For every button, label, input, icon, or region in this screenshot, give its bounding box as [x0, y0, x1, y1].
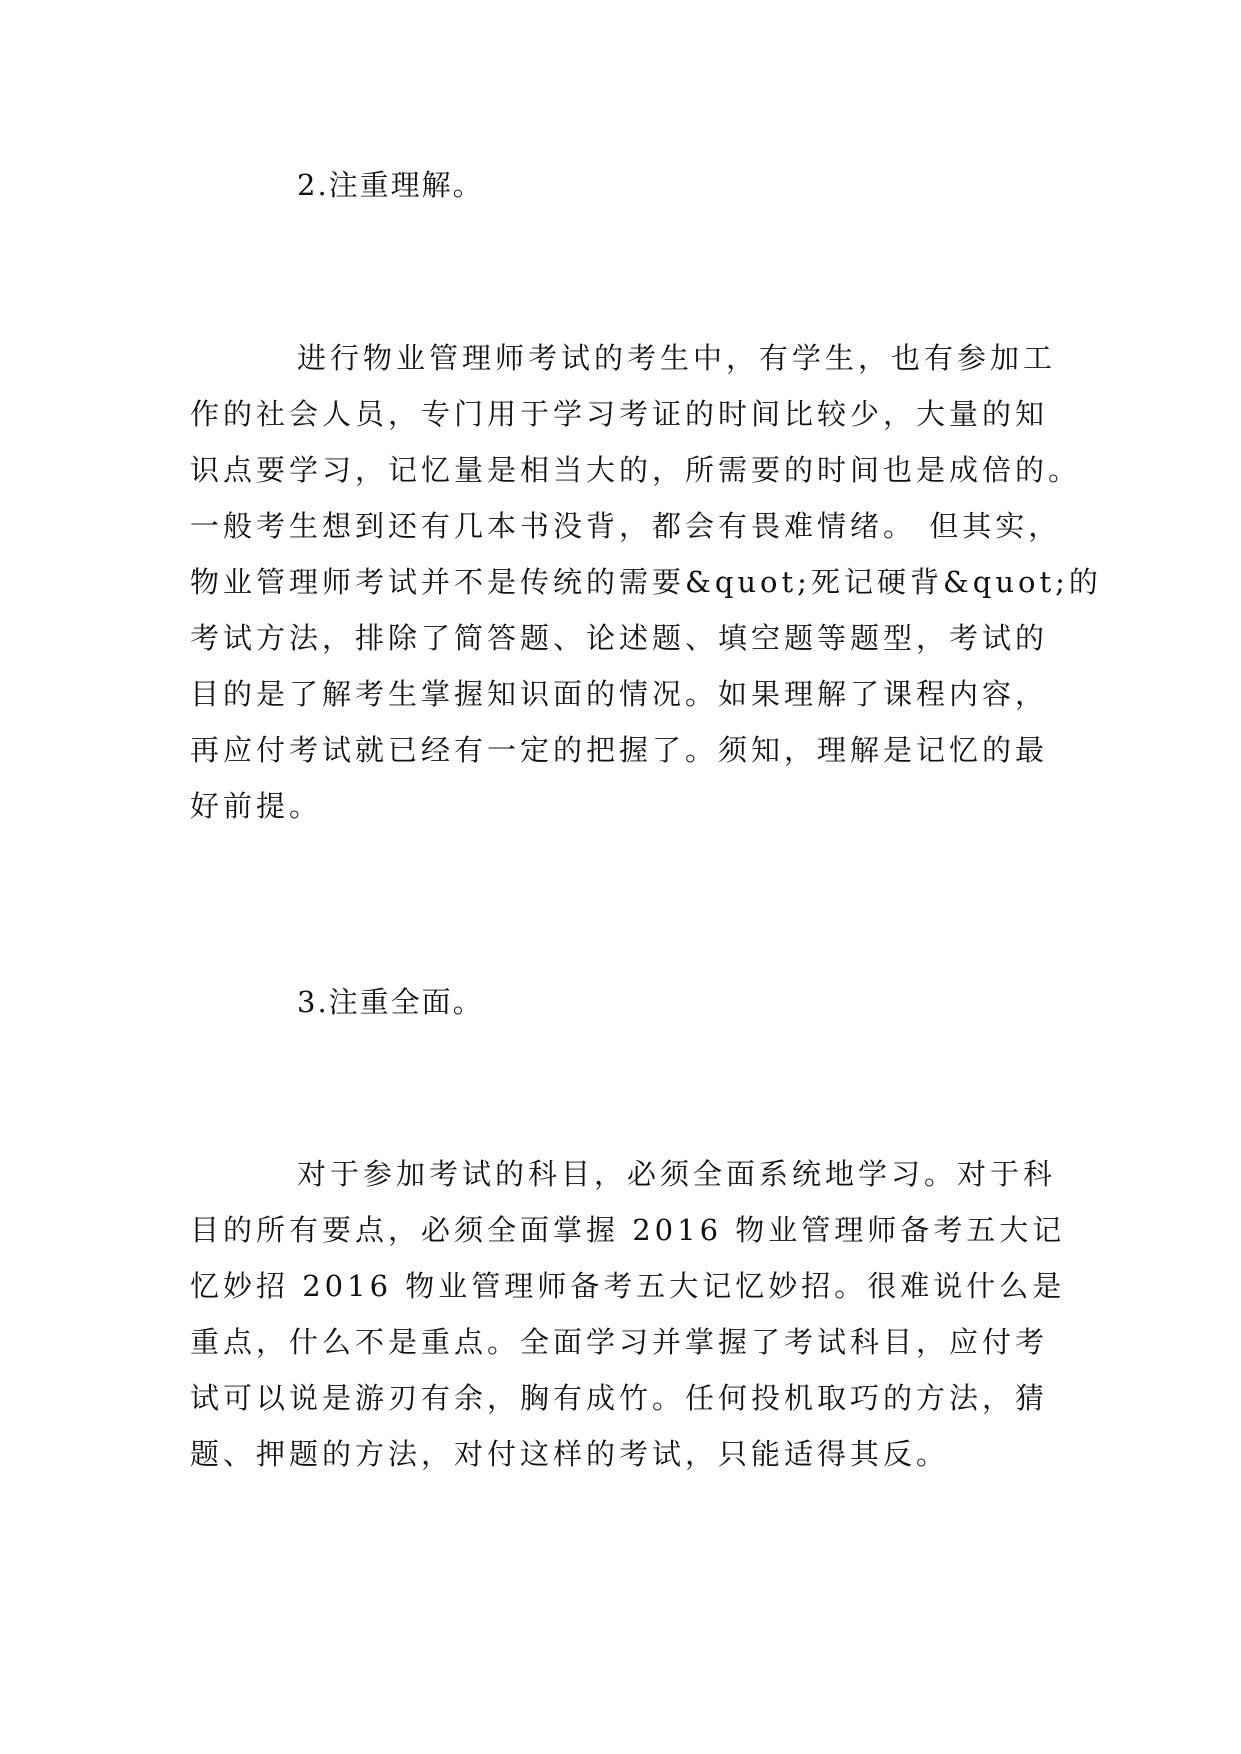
paragraph-line: 目的所有要点，必须全面掌握 2016 物业管理师备考五大记: [190, 1213, 1066, 1247]
paragraph-line: 好前提。: [190, 789, 323, 823]
section-2-heading: 2.注重理解。: [297, 168, 484, 202]
section-2-paragraph: [190, 330, 1102, 834]
section-3-heading: 3.注重全面。: [297, 985, 484, 1019]
paragraph-line: 再应付考试就已经有一定的把握了。须知，理解是记忆的最: [190, 733, 1049, 767]
paragraph-line: 题、押题的方法，对付这样的考试，只能适得其反。: [190, 1437, 950, 1471]
paragraph-line: 识点要学习，记忆量是相当大的，所需要的时间也是成倍的。: [190, 453, 1082, 487]
paragraph-line: 忆妙招 2016 物业管理师备考五大记忆妙招。很难说什么是: [190, 1269, 1066, 1303]
paragraph-line: 重点，什么不是重点。全面学习并掌握了考试科目，应付考: [190, 1325, 1049, 1359]
paragraph-line: 对于参加考试的科目，必须全面系统地学习。对于科: [297, 1157, 1057, 1191]
paragraph-line: 目的是了解考生掌握知识面的情况。如果理解了课程内容，: [190, 677, 1049, 711]
paragraph-line: 物业管理师考试并不是传统的需要&quot;死记硬背&quot;的: [190, 565, 1102, 599]
paragraph-line: 进行物业管理师考试的考生中，有学生，也有参加工: [297, 341, 1057, 375]
paragraph-line: 一般考生想到还有几本书没背，都会有畏难情绪。 但其实，: [190, 509, 1062, 543]
section-3-paragraph: [190, 1146, 1070, 1482]
paragraph-line: 试可以说是游刃有余，胸有成竹。任何投机取巧的方法，猜: [190, 1381, 1049, 1415]
paragraph-line: 考试方法，排除了简答题、论述题、填空题等题型，考试的: [190, 621, 1049, 655]
paragraph-line: 作的社会人员，专门用于学习考证的时间比较少，大量的知: [190, 397, 1049, 431]
